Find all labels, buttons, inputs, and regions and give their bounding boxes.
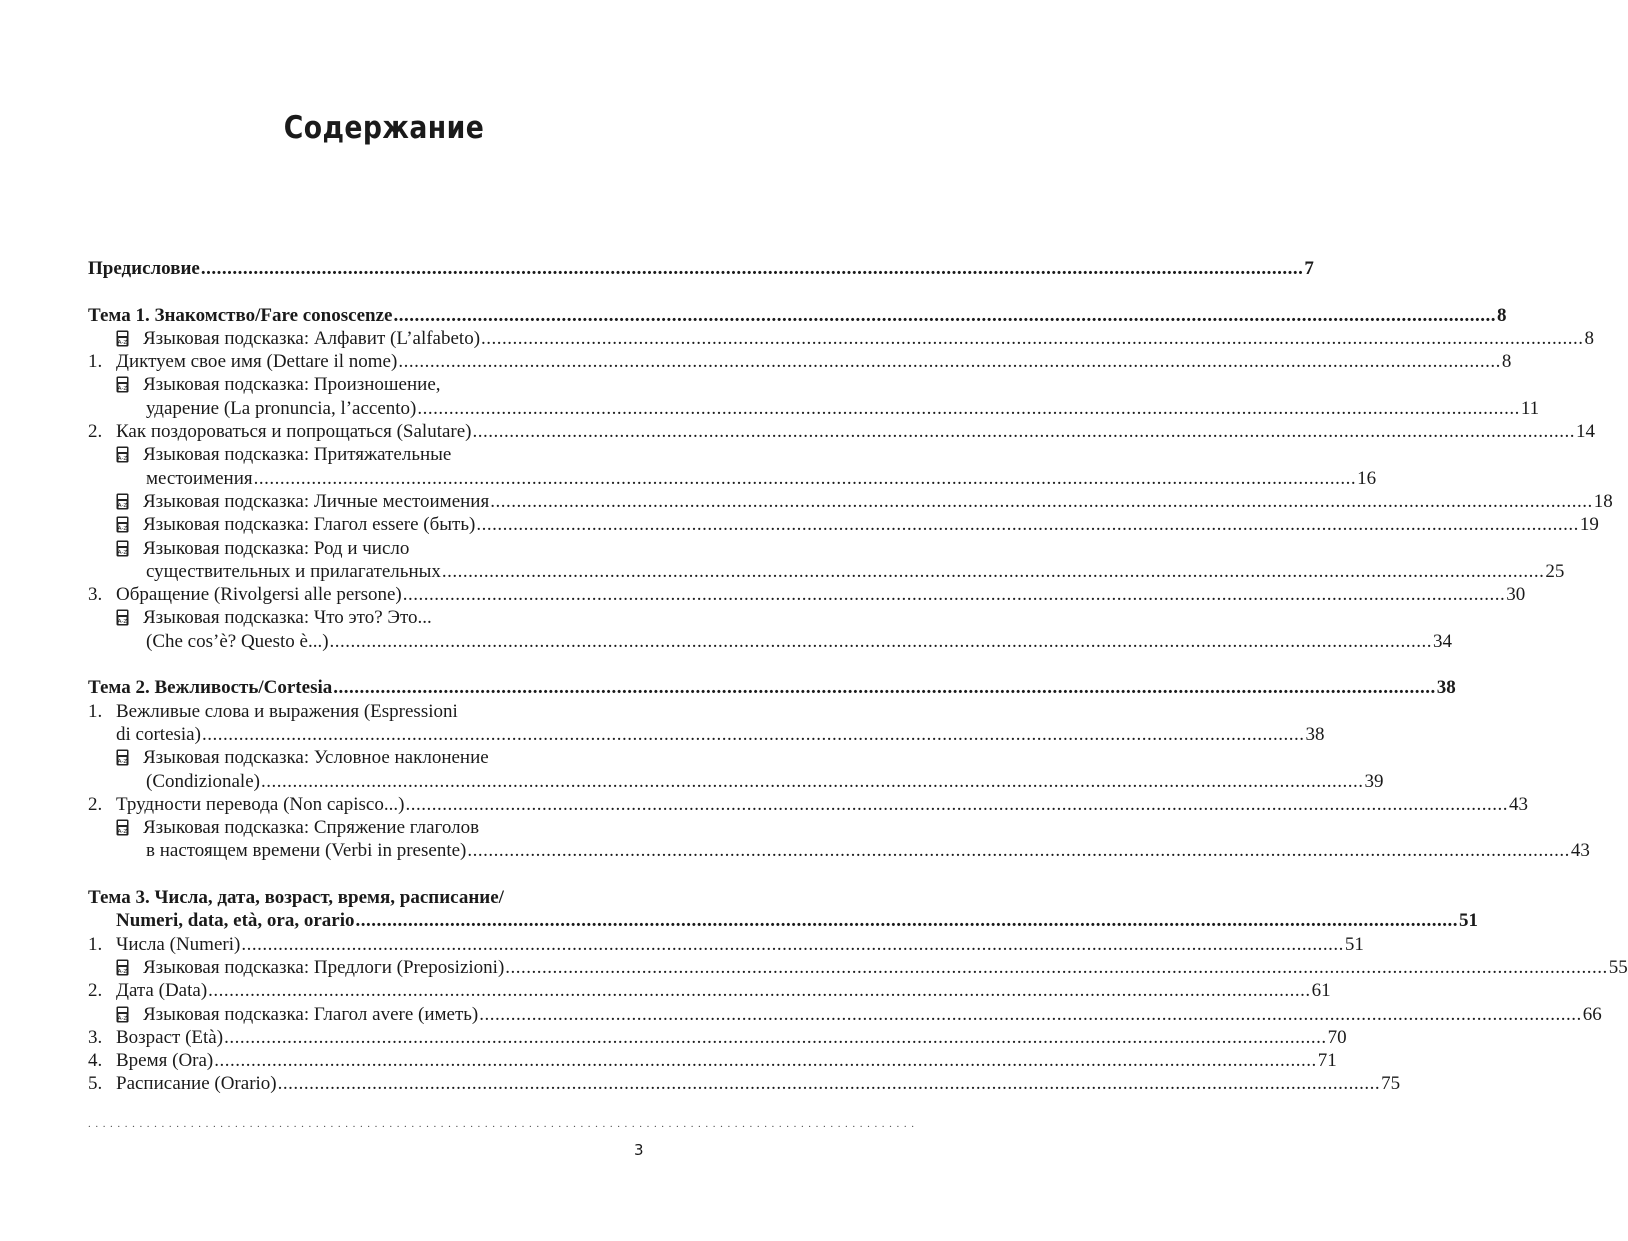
toc-entry-title: Диктуем свое имя (Dettare il nome): [116, 351, 398, 373]
toc-entry-title: Языковая подсказка: Притяжательные: [143, 444, 452, 466]
toc-entry-page: 51: [1459, 910, 1478, 932]
leader-dots: [213, 1049, 1318, 1072]
leader-dots: [402, 583, 1507, 606]
toc-entry: [88, 956, 1628, 979]
toc-entry-title: Языковая подсказка: Предлоги (Preposizioni): [143, 956, 505, 978]
toc-entry: [88, 723, 1325, 746]
toc-entry: [88, 746, 642, 769]
toc-entry-title: Вежливые слова и выражения (Espressioni: [116, 700, 458, 722]
toc-entry: [88, 583, 1526, 606]
dictionary-icon: [116, 330, 129, 347]
leader-dots: [392, 304, 1497, 327]
toc-entry-title: Тема 3. Числа, дата, возраст, время, расписание/: [88, 887, 504, 909]
toc-entry-title: Numeri, data, età, ora, orario: [116, 910, 355, 932]
toc-entry-page: 51: [1344, 933, 1364, 955]
toc-entry-title: ударение (La pronuncia, l’accento): [146, 397, 417, 419]
leader-dots: [397, 350, 1502, 373]
leader-dots: [404, 793, 1509, 816]
toc-entry: [88, 350, 1512, 373]
toc-entry-number: 4.: [88, 1050, 103, 1072]
toc-entry-title: (Che cos’è? Questo è...): [146, 630, 329, 652]
table-of-contents: [88, 257, 1628, 1096]
toc-entry-number: 2.: [88, 793, 103, 815]
toc-entry-number: 3.: [88, 584, 103, 606]
leader-dots: [223, 1026, 1328, 1049]
svg-text:A-Z: A-Z: [117, 968, 128, 975]
toc-entry-page: 8: [1501, 351, 1512, 373]
toc-entry: [88, 490, 1613, 513]
svg-text:A-Z: A-Z: [117, 549, 128, 556]
svg-text:A-Z: A-Z: [117, 619, 128, 626]
toc-entry-page: 18: [1593, 490, 1613, 512]
leader-dots: [277, 1072, 1382, 1095]
toc-entry-title: Тема 2. Вежливость/Cortesia: [88, 677, 333, 699]
toc-entry: [88, 397, 1540, 420]
toc-entry: [88, 606, 642, 629]
dictionary-icon: [116, 819, 129, 836]
toc-entry-page: 71: [1317, 1050, 1337, 1072]
toc-entry: [88, 467, 1377, 490]
toc-entry: [88, 700, 642, 723]
leader-dots: [200, 257, 1305, 280]
leader-dots: [489, 490, 1594, 513]
page-title: Содержание: [283, 110, 485, 146]
toc-entry-title: Языковая подсказка: Глагол avere (иметь): [143, 1003, 479, 1025]
toc-entry: [88, 537, 642, 560]
toc-entry-title: (Condizionale): [146, 770, 260, 792]
dictionary-icon: [116, 609, 129, 626]
toc-entry-page: 8: [1496, 304, 1507, 326]
svg-text:A-Z: A-Z: [117, 1015, 128, 1022]
leader-dots: [201, 723, 1306, 746]
toc-entry-page: 11: [1520, 397, 1540, 419]
leader-dots: [416, 397, 1521, 420]
leader-dots: [478, 1003, 1583, 1026]
toc-entry: [88, 630, 1453, 653]
toc-entry: [88, 1026, 1347, 1049]
leader-dots: [441, 560, 1546, 583]
toc-entry-title: Возраст (Età): [116, 1026, 224, 1048]
toc-entry-page: 7: [1304, 258, 1314, 279]
toc-entry: [88, 327, 1595, 350]
toc-entry-page: 43: [1570, 840, 1590, 862]
toc-entry-title: Языковая подсказка: Произношение,: [143, 374, 441, 396]
toc-entry-title: Дата (Data): [116, 980, 208, 1002]
dictionary-icon: [116, 516, 129, 533]
toc-entry-title: di cortesia): [116, 723, 201, 745]
leader-dots: [355, 909, 1460, 932]
toc-entry: [88, 1049, 1337, 1072]
leader-dots: [260, 770, 1365, 793]
dictionary-icon: [116, 540, 129, 557]
leader-dots: [329, 630, 1434, 653]
toc-entry-title: в настоящем времени (Verbi in presente): [146, 840, 467, 862]
svg-text:A-Z: A-Z: [117, 456, 128, 463]
toc-entry-page: 25: [1545, 560, 1565, 582]
toc-entry-page: 30: [1506, 584, 1526, 606]
toc-entry-title: Языковая подсказка: Что это? Это...: [143, 607, 432, 629]
leader-dots: [472, 420, 1577, 443]
toc-entry-title: Трудности перевода (Non capisco...): [116, 793, 405, 815]
toc-entry: [88, 1072, 1401, 1095]
dictionary-icon: [116, 959, 129, 976]
svg-text:A-Z: A-Z: [117, 339, 128, 346]
toc-entry-page: 38: [1305, 723, 1325, 745]
toc-entry: [88, 1003, 1602, 1026]
toc-entry-page: 38: [1436, 677, 1456, 699]
leader-dots: [504, 956, 1609, 979]
toc-entry-page: 43: [1508, 793, 1528, 815]
dictionary-icon: [116, 493, 129, 510]
toc-entry-number: 2.: [88, 421, 103, 443]
toc-entry: [88, 816, 642, 839]
toc-entry-page: 75: [1381, 1073, 1401, 1095]
toc-entry: [88, 886, 642, 909]
dictionary-icon: [116, 376, 129, 393]
toc-entry-title: Как поздороваться и попрощаться (Salutare): [116, 421, 472, 443]
toc-entry: [88, 979, 1331, 1002]
toc-entry-number: 2.: [88, 980, 103, 1002]
leader-dots: [480, 327, 1585, 350]
toc-entry-page: 8: [1584, 327, 1595, 349]
svg-text:A-Z: A-Z: [117, 386, 128, 393]
dictionary-icon: [116, 1006, 129, 1023]
leader-dots: [253, 467, 1358, 490]
toc-entry-title: Расписание (Orario): [116, 1073, 277, 1095]
toc-entry-number: 1.: [88, 700, 103, 722]
toc-entry: [88, 909, 1478, 932]
toc-entry-title: существительных и прилагательных: [146, 560, 441, 582]
toc-entry-page: 39: [1364, 770, 1384, 792]
leader-dots: [240, 933, 1345, 956]
toc-entry-title: местоимения: [146, 467, 253, 489]
footer-dotted-rule: .................................................................................................................: [88, 1118, 919, 1130]
toc-entry-title: Языковая подсказка: Спряжение глаголов: [143, 817, 480, 839]
toc-entry-title: Языковая подсказка: Условное наклонение: [143, 747, 489, 769]
toc-entry-page: 34: [1433, 630, 1453, 652]
toc-entry: [88, 839, 1590, 862]
toc-entry-page: 16: [1357, 467, 1377, 489]
toc-entry-number: 3.: [88, 1026, 103, 1048]
leader-dots: [466, 839, 1571, 862]
svg-text:A-Z: A-Z: [117, 828, 128, 835]
svg-text:A-Z: A-Z: [117, 502, 128, 509]
toc-entry-title: Предисловие: [88, 258, 200, 279]
leader-dots: [475, 513, 1580, 536]
toc-entry-page: 55: [1608, 956, 1628, 978]
toc-entry-page: 66: [1582, 1003, 1602, 1025]
toc-entry-title: Языковая подсказка: Личные местоимения: [143, 490, 490, 512]
toc-entry: [88, 304, 1507, 327]
svg-text:A-Z: A-Z: [117, 759, 128, 766]
leader-dots: [207, 979, 1312, 1002]
toc-entry: [88, 373, 642, 396]
toc-entry: [88, 676, 1456, 699]
toc-entry-page: 61: [1311, 980, 1331, 1002]
toc-entry-title: Время (Ora): [116, 1050, 214, 1072]
toc-entry: [88, 257, 1314, 280]
toc-entry: [88, 420, 1596, 443]
toc-entry-page: 19: [1579, 514, 1599, 536]
toc-entry: [88, 560, 1565, 583]
toc-entry-number: 1.: [88, 933, 103, 955]
leader-dots: [332, 676, 1437, 699]
dictionary-icon: [116, 446, 129, 463]
toc-entry-title: Числа (Numeri): [116, 933, 241, 955]
toc-entry-number: 5.: [88, 1073, 103, 1095]
toc-entry-number: 1.: [88, 351, 103, 373]
toc-entry: [88, 770, 1384, 793]
toc-entry-title: Языковая подсказка: Глагол essere (быть): [143, 514, 476, 536]
toc-entry: [88, 793, 1528, 816]
dictionary-icon: [116, 749, 129, 766]
toc-entry-page: 14: [1576, 421, 1596, 443]
toc-entry: [88, 933, 1364, 956]
toc-entry-title: Обращение (Rivolgersi alle persone): [116, 584, 402, 606]
toc-entry: [88, 443, 642, 466]
toc-entry-title: Языковая подсказка: Род и число: [143, 537, 410, 559]
toc-entry-title: Тема 1. Знакомство/Fare conoscenze: [88, 304, 393, 326]
svg-text:A-Z: A-Z: [117, 526, 128, 533]
toc-entry-title: Языковая подсказка: Алфавит (L’alfabeto): [143, 327, 481, 349]
toc-entry: [88, 513, 1599, 536]
page-number: 3: [634, 1141, 644, 1159]
toc-entry-page: 70: [1327, 1026, 1347, 1048]
